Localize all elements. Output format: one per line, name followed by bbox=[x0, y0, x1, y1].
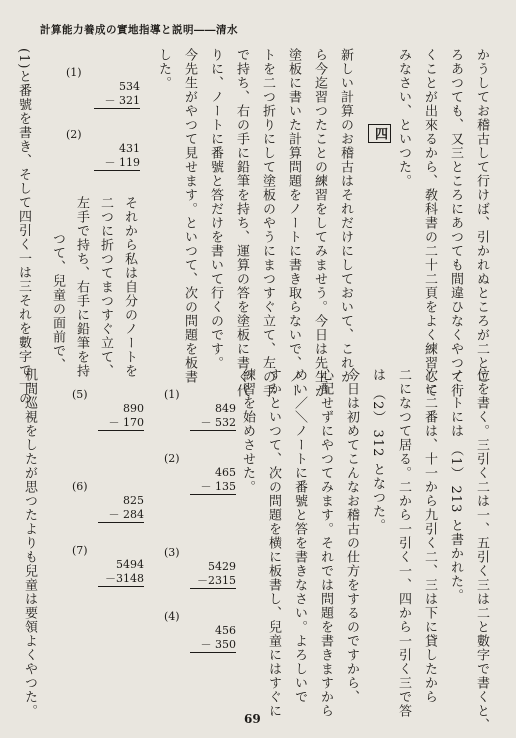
text-column: みなさい、といつた。 bbox=[396, 48, 411, 188]
subtrahend: － 350 bbox=[190, 638, 236, 653]
subtrahend: － 170 bbox=[98, 416, 144, 431]
problem-label: (5) bbox=[72, 388, 88, 401]
text-column: 心配せずにやつてみます。それでは問題を書きますから bbox=[318, 368, 333, 718]
subtrahend: － 321 bbox=[94, 94, 140, 109]
problem-numbers bbox=[98, 402, 144, 431]
problem-numbers bbox=[190, 624, 236, 653]
minuend: 456 bbox=[215, 624, 236, 637]
problem-numbers bbox=[98, 558, 144, 587]
problem-label: (4) bbox=[164, 610, 180, 623]
page-number: 69 bbox=[244, 712, 261, 726]
minuend: 5429 bbox=[208, 560, 236, 573]
text-column: は （2） 312 となつた。 bbox=[370, 368, 385, 533]
text-column: した。 bbox=[156, 48, 171, 90]
text-column: ろあつても、又三ところにあつても間違ひなくやつて行 bbox=[448, 48, 463, 398]
text-column: 位を書く。三引く二は一、五引く三は二と數字で書くと、 bbox=[474, 368, 489, 732]
minuend: 465 bbox=[215, 466, 236, 479]
text-column: すかといつて、次の問題を横に板書し、兒童にはすぐに bbox=[266, 368, 281, 718]
subtrahend: －3148 bbox=[98, 572, 144, 587]
subtrahend: － 284 bbox=[98, 508, 144, 523]
text-column: ら今迄習つたことの練習をしてみませう。今日は先生が bbox=[312, 48, 327, 398]
text-column: 机間巡視をしたが思つたよりも兒童は要領よくやつた。 bbox=[22, 368, 37, 718]
text-column: ノートには （1） 213 と書かれた。 bbox=[448, 368, 463, 603]
text-column: りに、ノートに番號と答だけを書いて行くのです。 bbox=[208, 48, 223, 370]
text-column: 二になつて居る。二から一引く一、四から一引く三で答 bbox=[396, 368, 411, 718]
problem-numbers bbox=[190, 466, 236, 495]
minuend: 890 bbox=[123, 402, 144, 415]
minuend: 849 bbox=[215, 402, 236, 415]
text-column: くことが出來るから、敎科書の二十二頁をよく練習して bbox=[422, 48, 437, 398]
text-column: 塗板に書いた計算問題をノートに書き取らないで、ノー bbox=[286, 48, 301, 398]
text-column: 今先生がやつて見せます。といつて、次の問題を板書 bbox=[182, 48, 197, 384]
subtrahend: － 135 bbox=[190, 480, 236, 495]
section-number: 四 bbox=[368, 124, 391, 143]
running-head: 計算能力養成の實地指導と説明――清水 bbox=[40, 24, 238, 36]
minuend: 5494 bbox=[116, 558, 144, 571]
problem-label: (1) bbox=[66, 66, 82, 79]
text-column: で持ち、右の手に鉛筆を持ち、運算の答を塗板に書く代 bbox=[234, 48, 249, 398]
text-column: かうしてお稽古して行けば、引かれぬところが二とこ bbox=[474, 48, 489, 384]
text-column: 左手で持ち、右手に鉛筆を持 bbox=[74, 196, 89, 378]
problem-label: (2) bbox=[164, 452, 180, 465]
text-column: 新しい計算のお稽古はそれだけにしておいて、これか bbox=[338, 48, 353, 384]
text-column: 次に二番は、十一から九引く二、三は下に貸したから bbox=[422, 368, 437, 704]
text-column: つて、兒童の面前で、 bbox=[50, 232, 65, 372]
subtrahend: －2315 bbox=[190, 574, 236, 589]
text-column: トを二つ折りにして塗板のやうにまつすぐ立て、左の手 bbox=[260, 48, 275, 398]
subtrahend: － 532 bbox=[190, 416, 236, 431]
problem-label: (2) bbox=[66, 128, 82, 141]
text-column: それから私は自分のノートを bbox=[122, 196, 137, 378]
problem-numbers bbox=[94, 80, 140, 109]
text-column: めい／＼ノートに番號と答を書きなさい。よろしいで bbox=[292, 368, 307, 704]
problem-label: (6) bbox=[72, 480, 88, 493]
minuend: 431 bbox=[119, 142, 140, 155]
problem-numbers bbox=[94, 142, 140, 171]
subtrahend: － 119 bbox=[94, 156, 140, 171]
text-column: 今日は初めてこんなお稽古の仕方をするのですから、 bbox=[344, 368, 359, 704]
text-column: 練習を始めさせた。 bbox=[240, 368, 255, 494]
minuend: 825 bbox=[123, 494, 144, 507]
problem-label: (7) bbox=[72, 544, 88, 557]
problem-numbers bbox=[190, 560, 236, 589]
problem-label: (1) bbox=[164, 388, 180, 401]
problem-numbers bbox=[190, 402, 236, 431]
text-column: 二つに折つてまつすぐ立て、 bbox=[98, 196, 113, 378]
minuend: 534 bbox=[119, 80, 140, 93]
text-column: (1)と番號を書き、そして四引く一は三それを數字で一の bbox=[16, 48, 31, 406]
problem-label: (3) bbox=[164, 546, 180, 559]
problem-numbers bbox=[98, 494, 144, 523]
